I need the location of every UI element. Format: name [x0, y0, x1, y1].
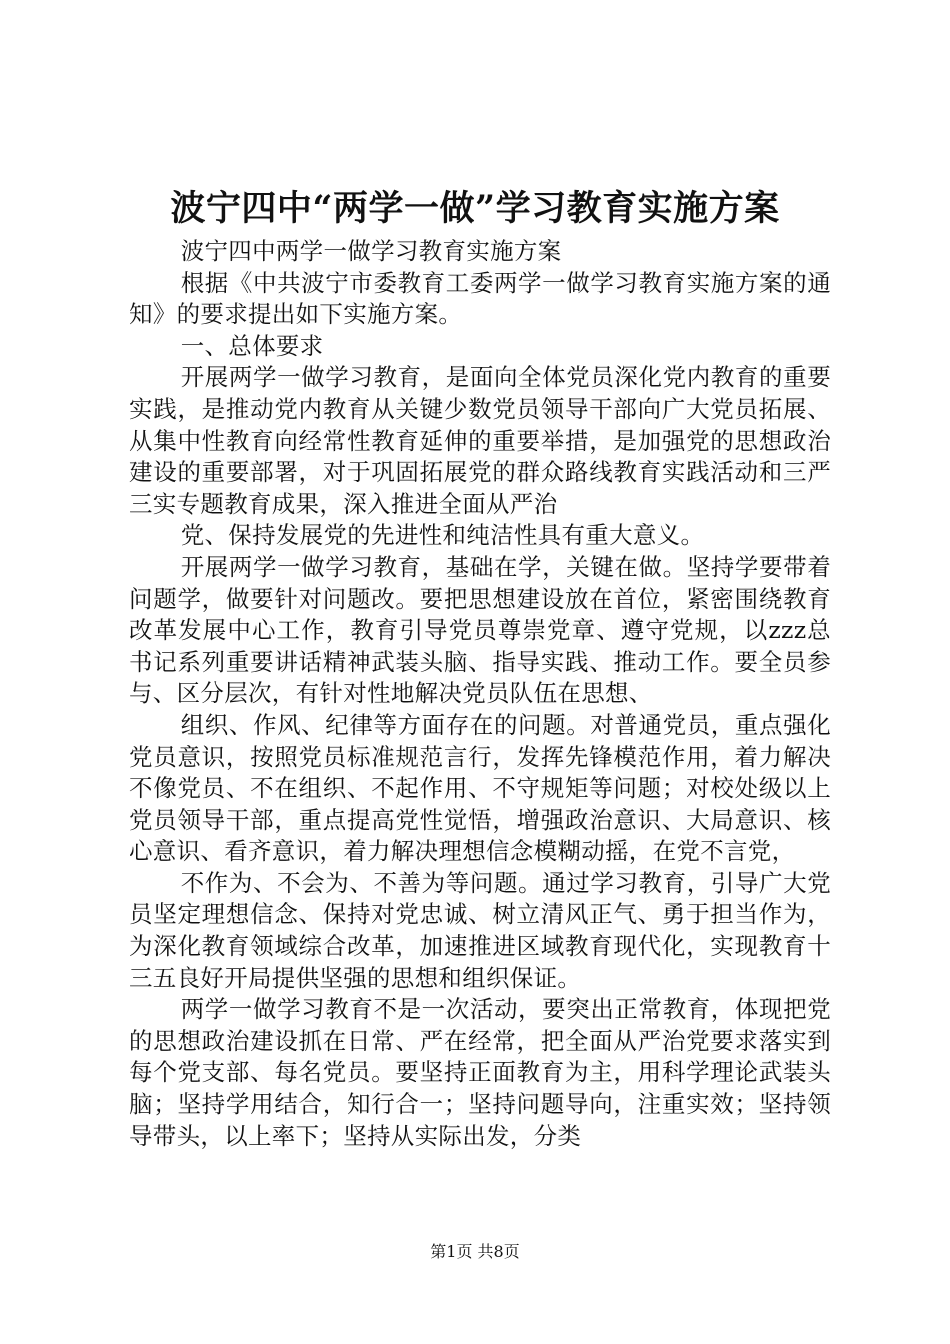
paragraph: 两学一做学习教育不是一次活动，要突出正常教育，体现把党的思想政治建设抓在日常、严在经常，把全面从严治党要求落实到每个党支部、每名党员。要坚持正面教育为主，用科学理论武装头脑；坚持学用结合，知行合一；坚持问题导向，注重实效；坚持领导带头，以上率下；坚持从实际出发，分类 [129, 995, 831, 1150]
page-number-footer: 第1页 共8页 [430, 1242, 520, 1261]
document-title: 波宁四中“两学一做”学习教育实施方案 [170, 188, 780, 229]
paragraph: 不作为、不会为、不善为等问题。通过学习教育，引导广大党员坚定理想信念、保持对党忠诚、树立清风正气、勇于担当作为，为深化教育领域综合改革，加速推进区域教育现代化，实现教育十三五良好开局提供坚强的思想和组织保证。 [129, 868, 831, 992]
paragraph-basis: 根据《中共波宁市委教育工委两学一做学习教育实施方案的通知》的要求提出如下实施方案。 [129, 268, 831, 329]
section-heading-general-requirements: 一、总体要求 [180, 331, 324, 360]
paragraph: 开展两学一做学习教育，基础在学，关键在做。坚持学要带着问题学，做要针对问题改。要把思想建设放在首位，紧密围绕教育改革发展中心工作，教育引导党员尊崇党章、遵守党规，以zzz总书记系列重要讲话精神武装头脑、指导实践、推动工作。要全员参与、区分层次，有针对性地解决党员队伍在思想、 [129, 552, 831, 708]
document-body [129, 236, 831, 1152]
paragraph: 开展两学一做学习教育，是面向全体党员深化党内教育的重要实践，是推动党内教育从关键少数党员领导干部向广大党员拓展、从集中性教育向经常性教育延伸的重要举措，是加强党的思想政治建设的重要部署，对于巩固拓展党的群众路线教育实践活动和三严三实专题教育成果，深入推进全面从严治 [129, 363, 831, 518]
paragraph: 党、保持发展党的先进性和纯洁性具有重大意义。 [180, 521, 705, 550]
paragraph-subtitle: 波宁四中两学一做学习教育实施方案 [180, 237, 562, 265]
paragraph: 组织、作风、纪律等方面存在的问题。对普通党员，重点强化党员意识，按照党员标准规范言行，发挥先锋模范作用，着力解决不像党员、不在组织、不起作用、不守规矩等问题；对校处级以上党员领导干部，重点提高党性觉悟，增强政治意识、大局意识、核心意识、看齐意识，着力解决理想信念模糊动摇，在党不言党， [129, 710, 831, 866]
